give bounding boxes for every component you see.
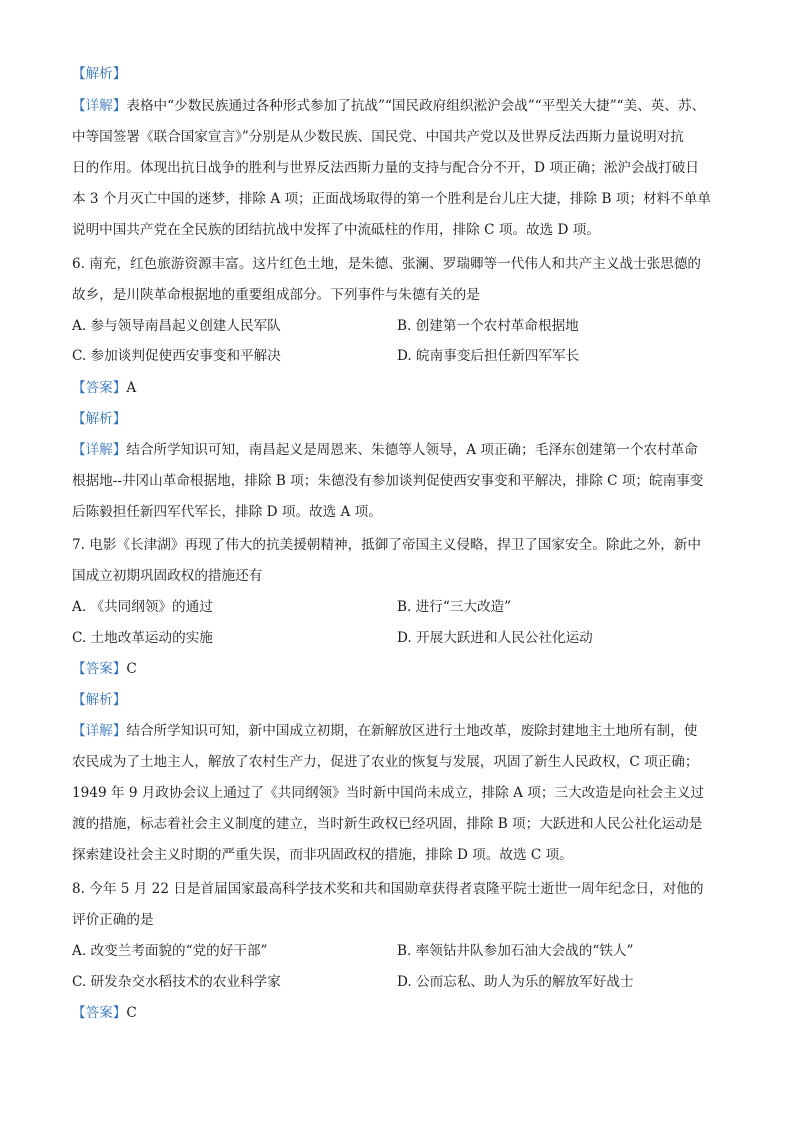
q8-option-a: A. 改变兰考面貌的“党的好干部” — [72, 943, 268, 959]
q7-detail-line: 【详解】结合所学知识可知，新中国成立初期，在新解放区进行土地改革，废除封建地主土地所有制，使 — [72, 723, 698, 739]
question-7-stem: 7. 电影《长津湖》再现了伟大的抗美援朝精神，抵御了帝国主义侵略，捍卫了国家安全。除此之外，新中 — [72, 537, 702, 553]
detail-line: 中等国签署《联合国家宣言》”分别是从少数民族、国民党、中国共产党以及世界反法西斯力量说明对抗 — [72, 129, 684, 145]
q8-answer: 【答案】C — [72, 1005, 137, 1021]
q6-option-d: D. 皖南事变后担任新四军军长 — [397, 348, 580, 364]
q6-option-c: C. 参加谈判促使西安事变和平解决 — [72, 348, 281, 364]
question-6-stem: 6. 南充，红色旅游资源丰富。这片红色土地，是朱德、张澜、罗瑞卿等一代伟人和共产主义战士张思德的 — [72, 256, 702, 272]
q8-option-c: C. 研发杂交水稻技术的农业科学家 — [72, 974, 281, 990]
question-6-stem: 故乡，是川陕革命根据地的重要组成部分。下列事件与朱德有关的是 — [72, 287, 480, 303]
detail-line: 说明中国共产党在全民族的团结抗战中发挥了中流砥柱的作用，排除 C 项。故选 D 项。 — [72, 222, 600, 238]
analysis-heading: 【解析】 — [72, 66, 127, 82]
q7-detail-line: 1949 年 9 月政协会议上通过了《共同纲领》当时新中国尚未成立，排除 A 项；三大改造是向社会主义过 — [72, 785, 705, 801]
q6-detail-line: 根据地--井冈山革命根据地，排除 B 项；朱德没有参加谈判促使西安事变和平解决，排除 C 项；皖南事变 — [72, 473, 704, 489]
q7-detail-line: 探索建设社会主义时期的严重失误，而非巩固政权的措施，排除 D 项。故选 C 项。 — [72, 847, 573, 863]
detail-line: 本 3 个月灭亡中国的迷梦，排除 A 项；正面战场取得的第一个胜利是台儿庄大捷，排除 B 项；材料不单单 — [72, 191, 711, 207]
q7-option-c: C. 土地改革运动的实施 — [72, 630, 213, 646]
q7-detail-line: 渡的措施，标志着社会主义制度的建立，当时新生政权已经巩固，排除 B 项；大跃进和人民公社化运动是 — [72, 816, 703, 832]
q6-answer: 【答案】A — [72, 380, 137, 396]
q7-option-a: A. 《共同纲领》的通过 — [72, 599, 213, 615]
q6-detail-line: 【详解】结合所学知识可知，南昌起义是周恩来、朱德等人领导，A 项正确；毛泽东创建第一个农村革命 — [72, 442, 698, 458]
q8-option-d: D. 公而忘私、助人为乐的解放军好战士 — [397, 974, 634, 990]
q6-analysis-heading: 【解析】 — [72, 411, 127, 427]
q6-option-b: B. 创建第一个农村革命根据地 — [397, 318, 579, 334]
q7-detail-line: 农民成为了土地主人，解放了农村生产力，促进了农业的恢复与发展，巩固了新生人民政权，C 项正确； — [72, 754, 699, 770]
q7-answer: 【答案】C — [72, 661, 137, 677]
q6-option-a: A. 参与领导南昌起义创建人民军队 — [72, 318, 281, 334]
detail-label: 【详解】 — [72, 98, 127, 114]
q7-analysis-heading: 【解析】 — [72, 692, 127, 708]
question-7-stem: 国成立初期巩固政权的措施还有 — [72, 568, 263, 584]
detail-line: 【详解】表格中“少数民族通过各种形式参加了抗战”“国民政府组织淞沪会战”“平型关大捷”“美、英、苏、 — [72, 98, 706, 114]
q8-option-b: B. 率领钻井队参加石油大会战的“铁人” — [397, 943, 634, 959]
question-8-stem: 评价正确的是 — [72, 912, 154, 928]
q7-option-b: B. 进行“三大改造” — [397, 599, 512, 615]
detail-line: 日的作用。体现出抗日战争的胜利与世界反法西斯力量的支持与配合分不开，D 项正确；淞沪会战打破日 — [72, 160, 699, 176]
question-8-stem: 8. 今年 5 月 22 日是首届国家最高科学技术奖和共和国勋章获得者袁隆平院士逝世一周年纪念日，对他的 — [72, 881, 704, 897]
q6-detail-line: 后陈毅担任新四军代军长，排除 D 项。故选 A 项。 — [72, 504, 382, 520]
q7-option-d: D. 开展大跃进和人民公社化运动 — [397, 630, 593, 646]
